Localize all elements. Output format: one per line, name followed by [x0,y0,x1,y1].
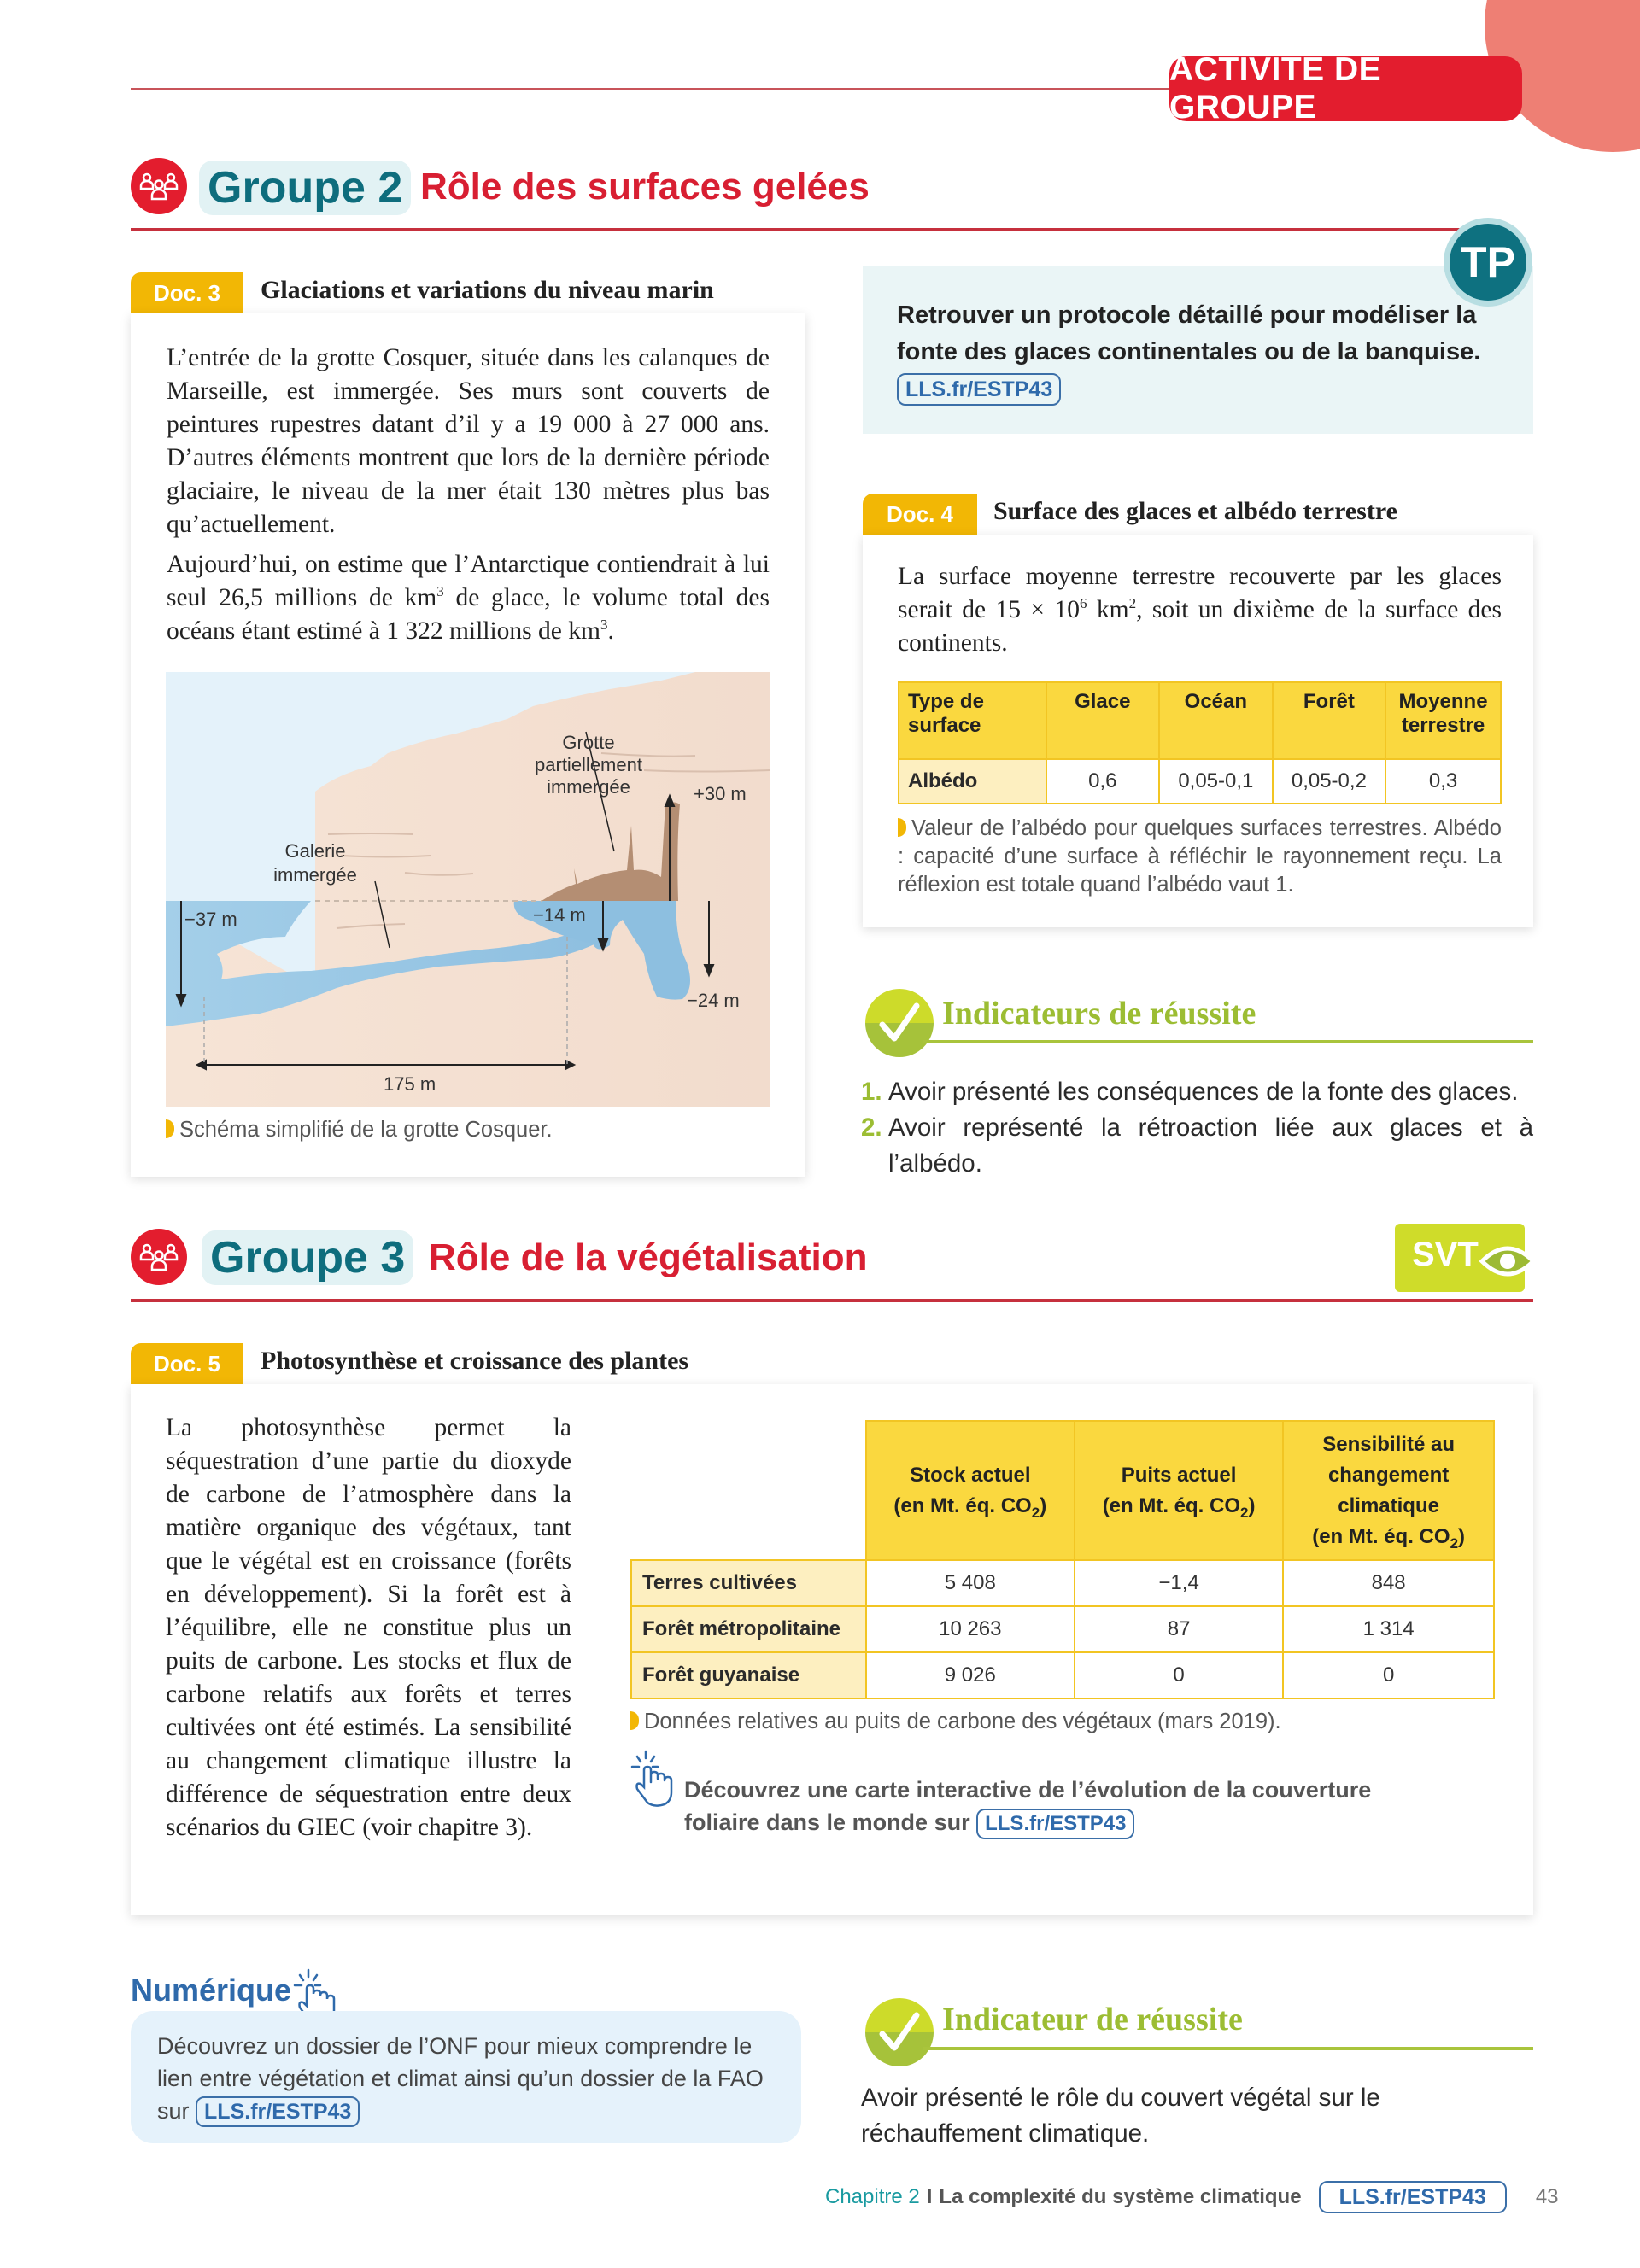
doc-5-tab: Doc. 5 [131,1343,243,1384]
group-2-title: Rôle des surfaces gelées [420,166,870,208]
group-2-label: Groupe 2 [199,161,411,215]
doc-3-tab: Doc. 3 [131,272,243,313]
table-row: Forêt guyanaise 9 026 0 0 [631,1652,1494,1698]
activity-badge: ACTIVITÉ DE GROUPE [1169,56,1522,121]
doc-3-text [167,342,770,655]
indicator-text: Avoir présenté le rôle du couvert végétal sur le réchauffement climatique. [861,2084,1380,2148]
doc-4-title: Surface des glaces et albédo terrestre [993,497,1397,525]
footer-separator: I [926,2185,933,2208]
albedo-header-foret: Forêt [1273,682,1385,759]
albedo-table [898,681,1502,804]
doc-3-title: Glaciations et variations du niveau marin [261,276,714,304]
page-number: 43 [1535,2185,1559,2208]
label-minus-24: −24 m [687,990,740,1011]
label-plus-30: +30 m [694,783,747,804]
success-check-icon [865,989,934,1057]
label-minus-37: −37 m [184,909,237,930]
label-galerie: Galerie immergée [273,840,357,886]
caption-marker-icon [898,818,906,837]
carbon-header-puits: Puits actuel (en Mt. éq. $CO_2$) [1075,1421,1283,1560]
carbon-header-stock: Stock actuel (en Mt. éq. $CO_2$) [866,1421,1075,1560]
footer-chapter-title: La complexité du système climatique [939,2185,1302,2208]
group-3-title: Rôle de la végétalisation [429,1236,868,1278]
albedo-value-foret: 0,05-0,2 [1273,759,1385,804]
albedo-row-label: Albédo [899,759,1046,804]
group-3-label: Groupe 3 [202,1230,413,1285]
caption-marker-icon [166,1119,174,1138]
svt-subject-badge [1395,1224,1525,1292]
carbon-header-empty [631,1421,866,1560]
doc-3-paragraph-1: L’entrée de la grotte Cosquer, située dans les calanques de Marseille, est immergée. Ses murs sont couverts de peintures rupestres datant d’il y a 19 000 à 27 000 ans. D’autres éléments montrent que lors de la dernière période glaciaire, le niveau de la mer était 130 mètres plus bas qu’actuellement. [167,344,770,538]
success-check-icon [865,1998,934,2066]
indicator-item: 1. Avoir présenté les conséquences de la fonte des glaces. [861,1078,1519,1106]
carbon-header-sensibilite: Sensibilité au changement climatique (en Mt. éq. $CO_2$) [1283,1421,1494,1560]
doc-5-title: Photosynthèse et croissance des plantes [261,1347,689,1375]
indicator-title: Indicateur de réussite [942,2002,1243,2037]
albedo-value-ocean: 0,05-0,1 [1159,759,1273,804]
doc-3-card [131,313,805,1177]
albedo-header-ocean: Océan [1159,682,1273,759]
table-row: Terres cultivées 5 408 −1,4 848 [631,1560,1494,1606]
label-minus-14: −14 m [533,904,586,926]
doc-4-caption: Valeur de l’albédo pour quelques surfaces terrestres. Albédo : capacité d’une surface à réfléchir le rayonnement reçu. La réflexion est totale quand l’albédo vaut 1. [898,816,1502,897]
label-175m: 175 m [384,1073,436,1095]
doc-3-caption: Schéma simplifié de la grotte Cosquer. [166,1116,769,1144]
group-people-icon [131,158,187,214]
indicator-divider [922,2047,1533,2050]
svt-label: SVT [1412,1236,1479,1273]
albedo-value-glace: 0,6 [1046,759,1160,804]
label-grotte: Grotte partiellement immergée [535,732,642,798]
tp-badge-label: TP [1450,224,1526,301]
albedo-header-type: Type de surface [899,682,1046,759]
eye-icon [1479,1241,1537,1282]
interactive-map-link[interactable]: LLS.fr/ESTP43 [976,1809,1134,1839]
indicators-divider [922,1040,1533,1043]
doc-3-paragraph-2: Aujourd’hui, on estime que l’Antarctique contiendrait à lui seul 26,5 millions de $km^3$ de glace, le volume total des océans étant estimé à 1 322 millions de $km^3$. [167,551,770,645]
albedo-header-moyenne: Moyenne terrestre [1385,682,1501,759]
cosquer-cave-diagram [166,672,770,1107]
pointing-hand-icon [630,1750,678,1809]
interactive-map-text: Découvrez une carte interactive de l’évolution de la couverture foliaire dans le monde sur LLS.fr/ESTP43 [684,1774,1453,1839]
indicators-title: Indicateurs de réussite [942,996,1256,1032]
top-divider [131,88,1181,90]
indicators-list [861,1074,1533,1182]
tp-link[interactable]: LLS.fr/ESTP43 [897,373,1061,406]
numerique-link[interactable]: LLS.fr/ESTP43 [196,2096,360,2127]
numerique-title: Numérique [131,1973,292,2008]
doc-4-text: La surface moyenne terrestre recouverte par les glaces serait de $15 \times 10^6$ $km^2$, soit un dixième de la surface des continents. [898,563,1502,657]
tp-text: Retrouver un protocole détaillé pour modéliser la fonte des glaces continentales ou de la banquise. LLS.fr/ESTP43 [897,297,1495,407]
page-footer [825,2181,1559,2213]
group-people-icon [131,1229,187,1285]
caption-marker-icon [630,1711,639,1730]
footer-chapter: Chapitre 2 [825,2185,920,2208]
group-3-divider [131,1299,1533,1302]
albedo-value-moyenne: 0,3 [1385,759,1501,804]
table-row: Forêt métropolitaine 10 263 87 1 314 [631,1606,1494,1652]
doc-5-card [131,1384,1533,1915]
tp-badge [1444,218,1532,307]
indicator-item: 2. Avoir représenté la rétroaction liée aux glaces et à l’albédo. [861,1114,1533,1178]
doc-4-tab: Doc. 4 [863,494,977,535]
albedo-header-glace: Glace [1046,682,1160,759]
group-2-divider [131,228,1463,231]
doc-4-card [863,535,1533,927]
doc-5-caption: Données relatives au puits de carbone des végétaux (mars 2019). [630,1708,1495,1736]
numerique-box [131,2011,801,2143]
numerique-text: Découvrez un dossier de l’ONF pour mieux comprendre le lien entre végétation et climat ainsi qu’un dossier de la FAO sur LLS.fr/ESTP43 [157,2030,781,2127]
doc-5-text: La photosynthèse permet la séquestration d’une partie du dioxyde de carbone de l’atmosphère dans la matière organique des végétaux, tant que le végétal est en croissance (forêts en développement). Si la forêt est à l’équilibre, elle ne constitue plus un puits de carbone. Les stocks et flux de carbone relatifs aux forêts et terres cultivées ont été estimés. La sensibilité au changement climatique illustre la différence de séquestration entre deux scénarios du GIEC (voir chapitre 3). [166,1414,571,1841]
footer-link[interactable]: LLS.fr/ESTP43 [1319,2181,1507,2213]
tp-box [863,266,1533,434]
carbon-table [630,1420,1495,1699]
